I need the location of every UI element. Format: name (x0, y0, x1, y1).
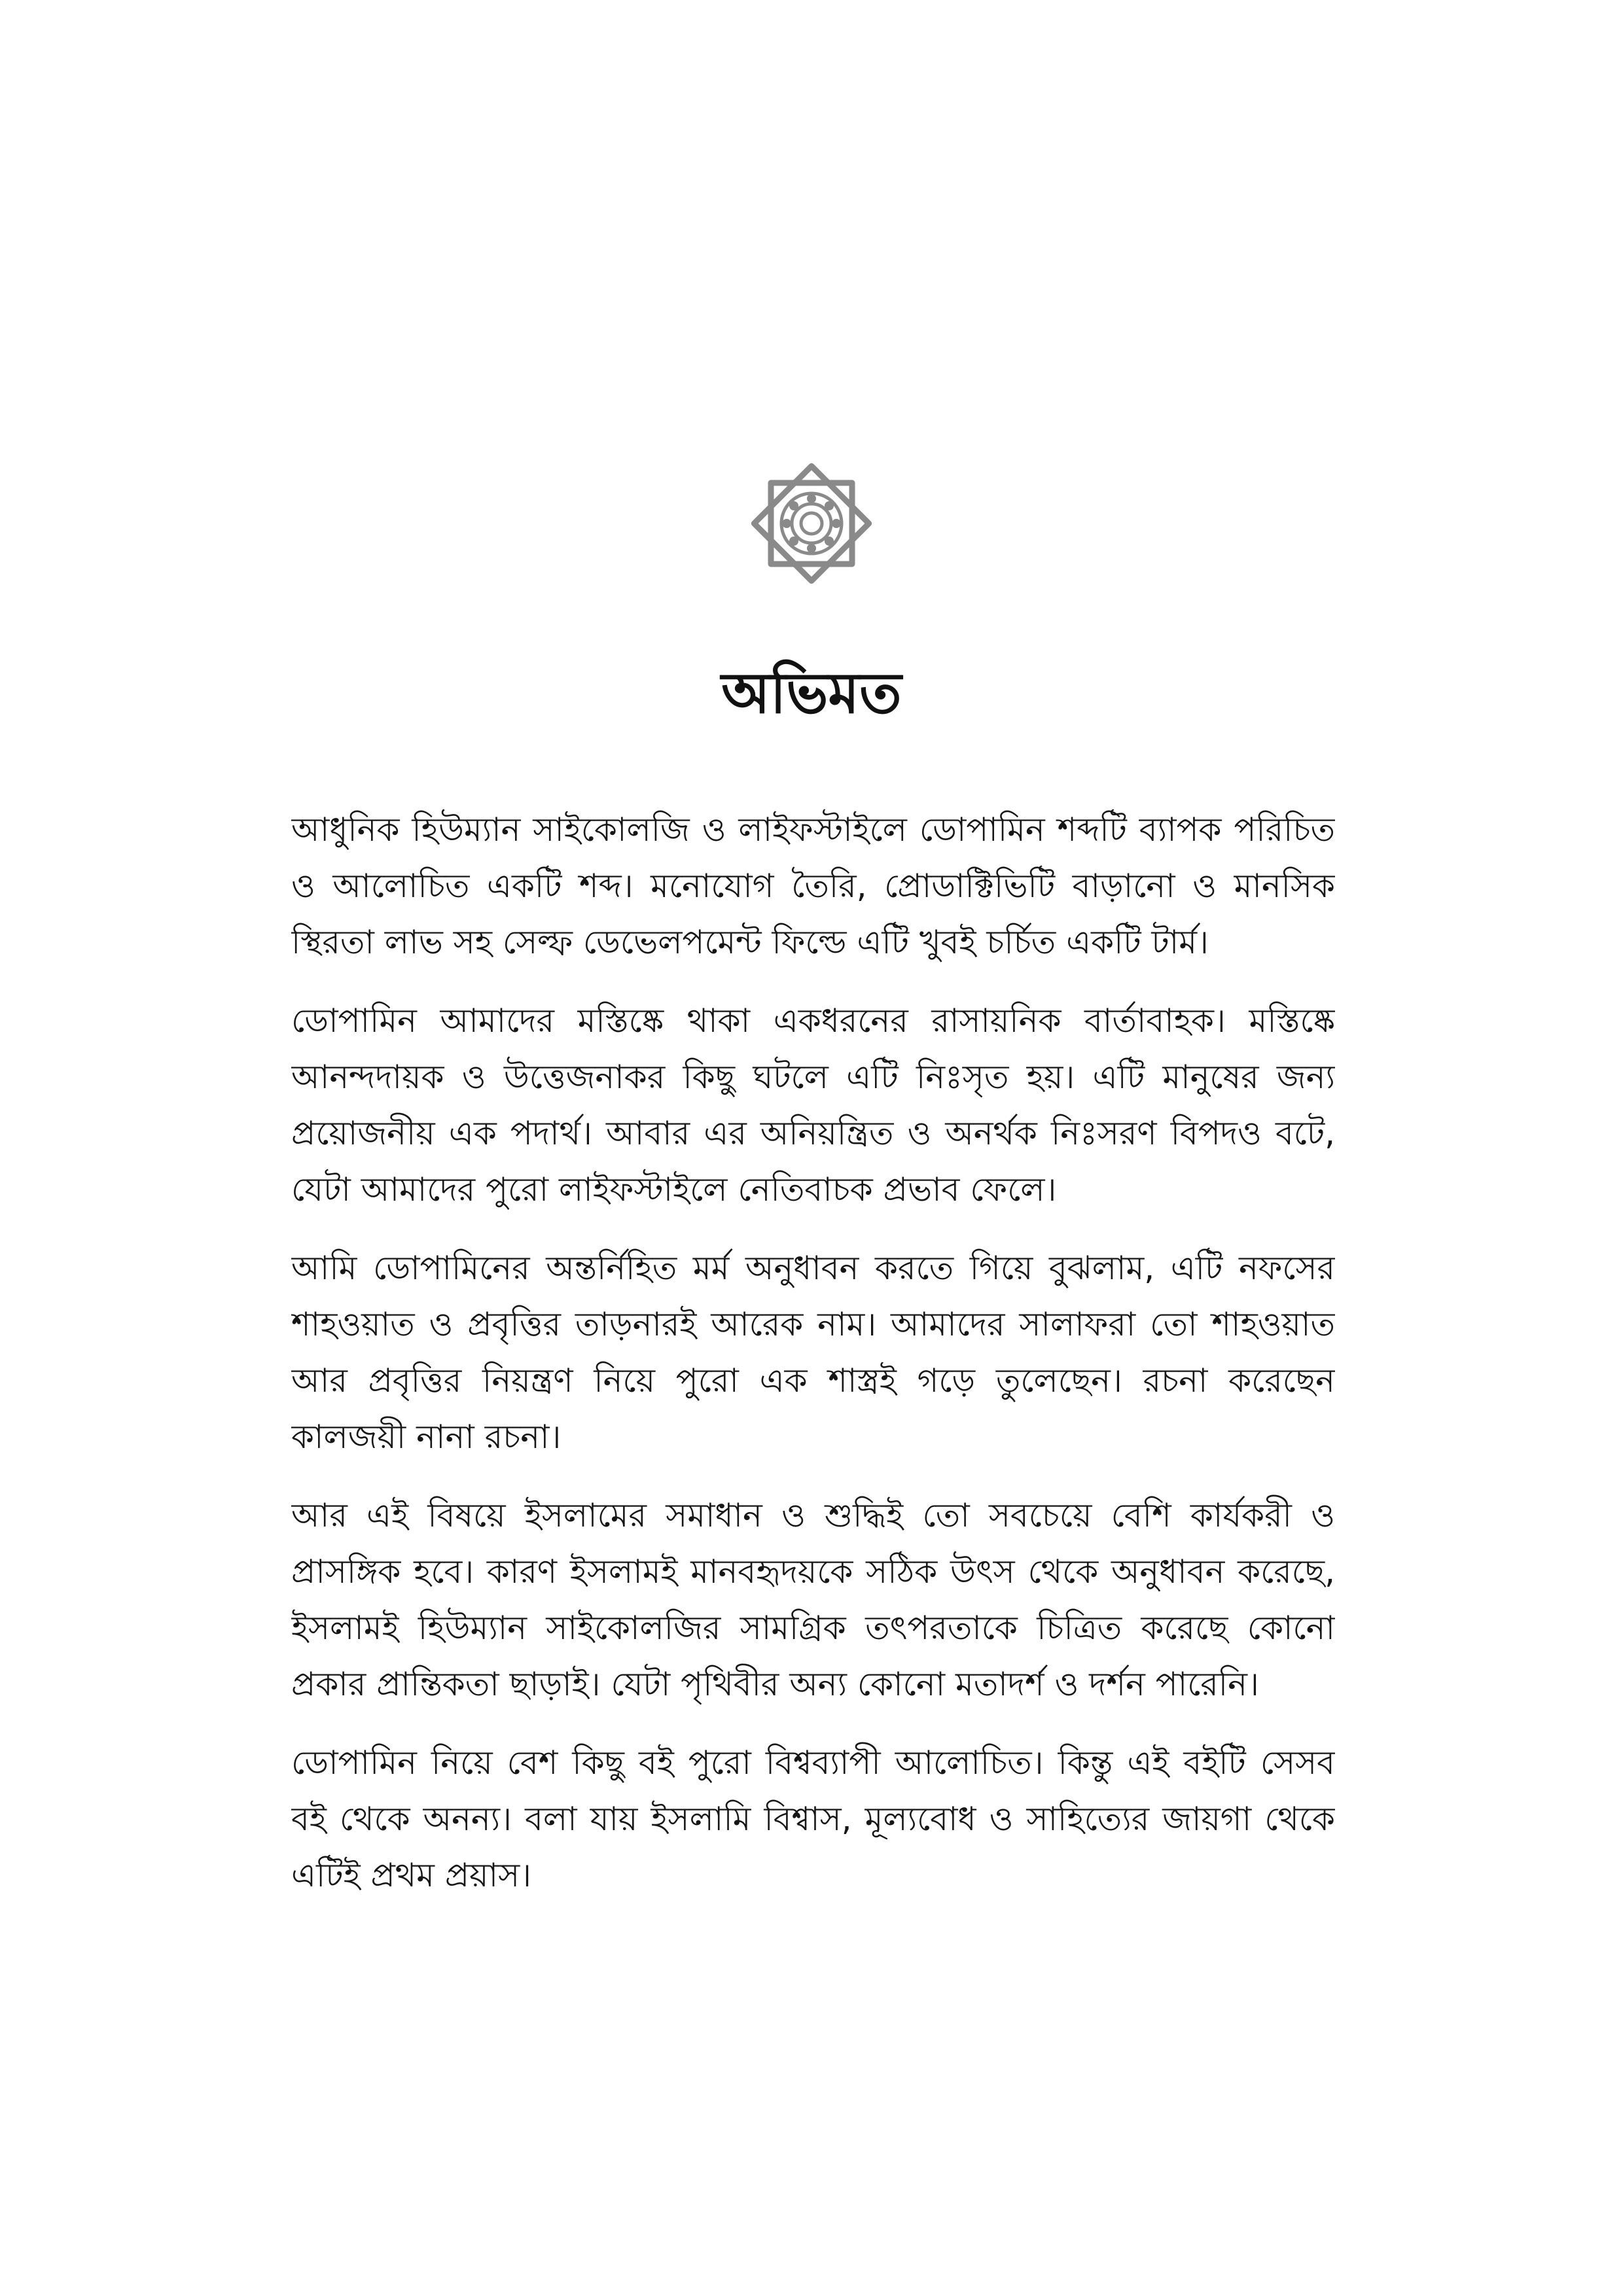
body-text (291, 802, 1335, 2045)
paragraph-1: আধুনিক হিউম্যান সাইকোলজি ও লাইফস্টাইলে ডোপামিন শব্দটি ব্যাপক পরিচিত ও আলোচিত একটি শব্দ। মনোযোগ তৈরি, প্রোডাক্টিভিটি বাড়ানো ও মানসিক স্থিরতা লাভ সহ সেল্ফ ডেভেলপমেন্ট ফিল্ডে এটি খুবই চর্চিত একটি টার্ম। (291, 811, 1335, 961)
paragraph-5: ডোপামিন নিয়ে বেশ কিছু বই পুরো বিশ্বব্যাপী আলোচিত। কিন্তু এই বইটি সেসব বই থেকে অনন্য। বলা যায় ইসলামি বিশ্বাস, মূল্যবোধ ও সাহিত্যের জায়গা থেকে এটিই প্রথম প্রয়াস। (291, 1744, 1335, 1894)
octagram-flower-ornament-icon (746, 458, 877, 589)
paragraph-3: আমি ডোপামিনের অন্তর্নিহিত মর্ম অনুধাবন করতে গিয়ে বুঝলাম, এটি নফসের শাহওয়াত ও প্রবৃত্তির তাড়নারই আরেক নাম। আমাদের সালাফরা তো শাহওয়াত আর প্রবৃত্তির নিয়ন্ত্রণ নিয়ে পুরো এক শাস্ত্রই গড়ে তুলেছেন। রচনা করেছেন কালজয়ী নানা রচনা। (291, 1249, 1335, 1456)
paragraph-2: ডোপামিন আমাদের মস্তিষ্কে থাকা একধরনের রাসায়নিক বার্তাবাহক। মস্তিষ্কে আনন্দদায়ক ও উত্তেজনাকর কিছু ঘটলে এটি নিঃসৃত হয়। এটি মানুষের জন্য প্রয়োজনীয় এক পদার্থ। আবার এর অনিয়ন্ত্রিত ও অনর্থক নিঃসরণ বিপদও বটে, যেটা আমাদের পুরো লাইফস্টাইলে নেতিবাচক প্রভাব ফেলে। (291, 1002, 1335, 1209)
paragraph-4: আর এই বিষয়ে ইসলামের সমাধান ও শুদ্ধিই তো সবচেয়ে বেশি কার্যকরী ও প্রাসঙ্গিক হবে। কারণ ইসলামই মানবহৃদয়কে সঠিক উৎস থেকে অনুধাবন করেছে, ইসলামই হিউম্যান সাইকোলজির সামগ্রিক তৎপরতাকে চিত্রিত করেছে কোনো প্রকার প্রান্তিকতা ছাড়াই। যেটা পৃথিবীর অন্য কোনো মতাদর্শ ও দর্শন পারেনি। (291, 1496, 1335, 1703)
page-title: অভিমত (721, 661, 902, 726)
